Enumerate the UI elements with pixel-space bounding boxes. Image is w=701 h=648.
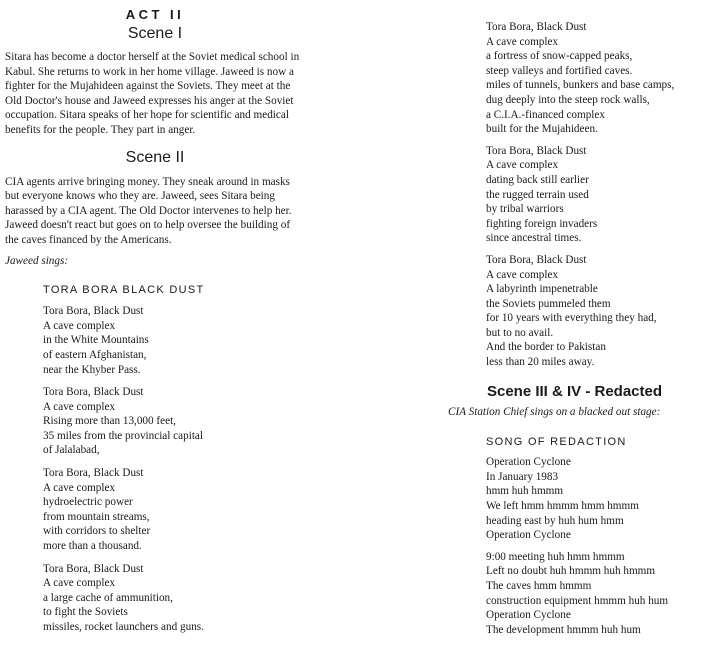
lyric-line: hmm huh hmmm [486,485,564,498]
lyric-line: Operation Cyclone [486,456,571,469]
lyric-line: Tora Bora, Black Dust [43,386,144,399]
lyric-line: less than 20 miles away. [486,356,595,369]
song-lyrics-right [452,20,697,370]
scene-2-synopsis: CIA agents arrive bringing money. They sneak around in masks but everyone knows who they are. Jaweed, sees Sitara being harassed by a CIA agent. The Old Doctor intervenes to help her. Jaweed doesn't react but goes on to help oversee the building of the caves financed by the Americans. [5,175,292,246]
lyric-line: A cave complex [43,577,116,590]
lyric-line: 35 miles from the provincial capital [43,429,203,442]
lyric-line: a large cache of ammunition, [43,591,173,604]
stanza [486,144,697,246]
lyric-line: dug deeply into the steep rock walls, [486,93,650,106]
lyric-line: from mountain streams, [43,510,150,523]
lyric-line: Rising more than 13,000 feet, [43,415,176,428]
lyric-line: dating back still earlier [486,173,589,186]
lyric-line: A labyrinth impenetrable [486,283,598,296]
lyric-line: miles of tunnels, bunkers and base camps, [486,79,675,92]
lyric-line: We left hmm hmmm hmm hmmm [486,500,639,513]
stanza [486,550,697,638]
lyric-line: 9:00 meeting huh hmm hmmm [486,550,625,563]
lyric-line: missiles, rocket launchers and guns. [43,621,204,633]
stanza [43,385,305,458]
act-heading: ACT II [125,7,185,22]
lyric-line: of Jalalabad, [43,444,100,457]
lyric-line: Tora Bora, Black Dust [43,562,144,575]
lyric-line: A cave complex [43,481,116,494]
lyric-line: near the Khyber Pass. [43,363,141,376]
song-intro: Jaweed sings: [5,254,69,267]
lyric-line: A cave complex [43,400,116,413]
lyric-line: Tora Bora, Black Dust [43,305,144,318]
lyric-line: A cave complex [486,35,559,48]
lyric-line: of eastern Afghanistan, [43,348,147,361]
lyric-line: fighting foreign invaders [486,217,598,230]
lyric-line: And the border to Pakistan [486,341,606,354]
lyric-line: but to no avail. [486,326,554,339]
lyric-line: Operation Cyclone [486,609,571,622]
song-title-redaction: SONG OF REDACTION [486,436,627,449]
stanza [43,304,305,377]
lyric-line: a C.I.A.-financed complex [486,108,605,121]
lyric-line: in the White Mountains [43,334,149,347]
lyric-line: for 10 years with everything they had, [486,312,657,325]
lyric-line: Tora Bora, Black Dust [486,253,587,266]
lyric-line: Tora Bora, Black Dust [486,21,587,33]
stanza [486,253,697,370]
stanza [43,466,305,554]
lyric-line: Left no doubt huh hmmm huh hmmm [486,565,656,578]
right-column [448,0,697,644]
lyric-line: the rugged terrain used [486,188,589,201]
song-lyrics-left [5,304,305,634]
scene-2-heading: Scene II [125,148,185,166]
scene-1-heading: Scene I [127,25,183,42]
lyric-line: construction equipment hmmm huh hum [486,594,669,607]
lyric-line: A cave complex [486,159,559,172]
lyric-line: Operation Cyclone [486,529,571,542]
lyric-line: The caves hmm hmmm [486,580,592,592]
lyric-line: built for the Mujahideen. [486,123,598,136]
stanza [486,455,697,543]
lyric-line: The development hmmm huh hum [486,623,641,636]
left-column [5,0,305,643]
lyric-line: since ancestral times. [486,232,582,245]
lyric-line: to fight the Soviets [43,606,128,619]
scene-1-synopsis: Sitara has become a doctor herself at the Soviet medical school in Kabul. She returns to work in her home village. Jaweed is now a fighter for the Mujahideen against the Soviets. They meet at the Old Doctor's house and Jaweed expresses his anger at the Soviet occupation. Sitara speaks of her hope for scientific and medical benefits for the people. They part in anger. [5,51,300,136]
lyric-line: Tora Bora, Black Dust [43,467,144,480]
lyric-line: hydroelectric power [43,496,133,509]
scene-3-4-heading: Scene III & IV - Redacted [486,382,663,400]
lyric-line: In January 1983 [486,470,559,483]
lyric-line: with corridors to shelter [43,525,151,538]
song-2-lyrics [452,455,697,637]
lyric-line: Tora Bora, Black Dust [486,144,587,157]
lyric-line: more than a thousand. [43,540,142,553]
lyric-line: the Soviets pummeled them [486,297,611,310]
lyric-line: heading east by huh hum hmm [486,514,624,527]
lyric-line: A cave complex [43,319,116,332]
song-2-intro: CIA Station Chief sings on a blacked out stage: [448,405,661,418]
lyric-line: by tribal warriors [486,203,564,216]
song-title-tora-bora: TORA BORA BLACK DUST [43,284,205,297]
stanza [43,562,305,635]
stanza [486,20,697,137]
lyric-line: A cave complex [486,268,559,281]
lyric-line: steep valleys and fortified caves. [486,64,633,77]
lyric-line: a fortress of snow-capped peaks, [486,50,633,63]
